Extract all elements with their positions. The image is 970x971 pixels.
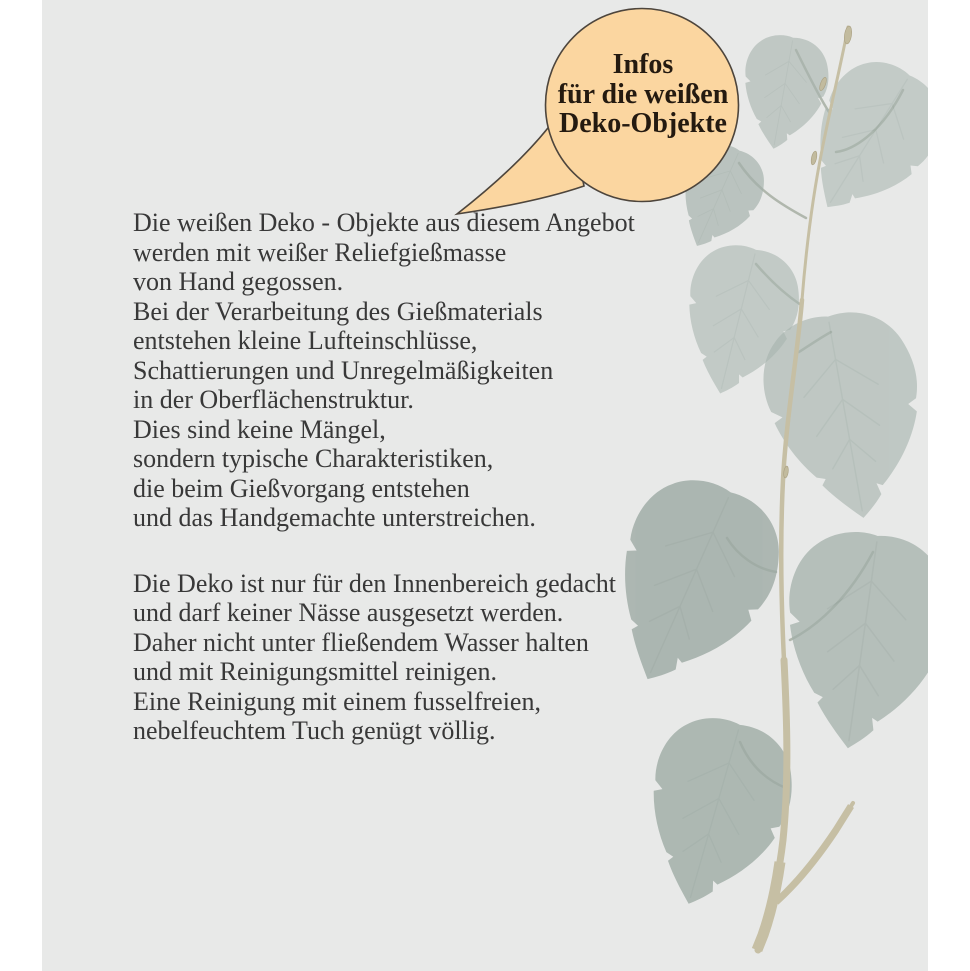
info-line: Schattierungen und Unregelmäßigkeiten: [133, 355, 554, 385]
leaf: [769, 523, 957, 759]
speech-bubble-text: [543, 50, 743, 139]
info-line: Daher nicht unter fließendem Wasser halten: [133, 627, 589, 657]
info-line: Die weißen Deko - Objekte aus diesem Angebot: [133, 208, 635, 237]
info-line: von Hand gegossen.: [133, 267, 344, 296]
info-line: die beim Gießvorgang entstehen: [133, 473, 470, 503]
info-line: Bei der Verarbeitung des Gießmaterials: [133, 296, 543, 326]
info-line: in der Oberflächenstruktur.: [133, 385, 414, 414]
info-line: Die Deko ist nur für den Innenbereich gedacht: [133, 568, 616, 598]
info-line: und mit Reinigungsmittel reinigen.: [133, 657, 497, 686]
info-line: nebelfeuchtem Tuch genügt völlig.: [133, 716, 496, 745]
info-line: werden mit weißer Reliefgießmasse: [133, 237, 507, 267]
info-line: und darf keiner Nässe ausgesetzt werden.: [133, 598, 564, 627]
info-text: [133, 208, 635, 746]
bubble-line: Infos: [612, 49, 674, 80]
leaf: [732, 30, 834, 156]
info-paragraph-1: [133, 208, 635, 533]
bubble-line: Deko-Objekte: [559, 108, 727, 139]
info-paragraph-2: [133, 569, 635, 746]
info-line: Dies sind keine Mängel,: [133, 414, 386, 444]
bubble-line: für die weißen: [557, 78, 729, 110]
info-line: sondern typische Charakteristiken,: [133, 444, 494, 473]
info-line: entstehen kleine Lufteinschlüsse,: [133, 326, 478, 355]
info-line: und das Handgemachte unterstreichen.: [133, 503, 536, 532]
info-line: Eine Reinigung mit einem fusselfreien,: [133, 686, 541, 716]
